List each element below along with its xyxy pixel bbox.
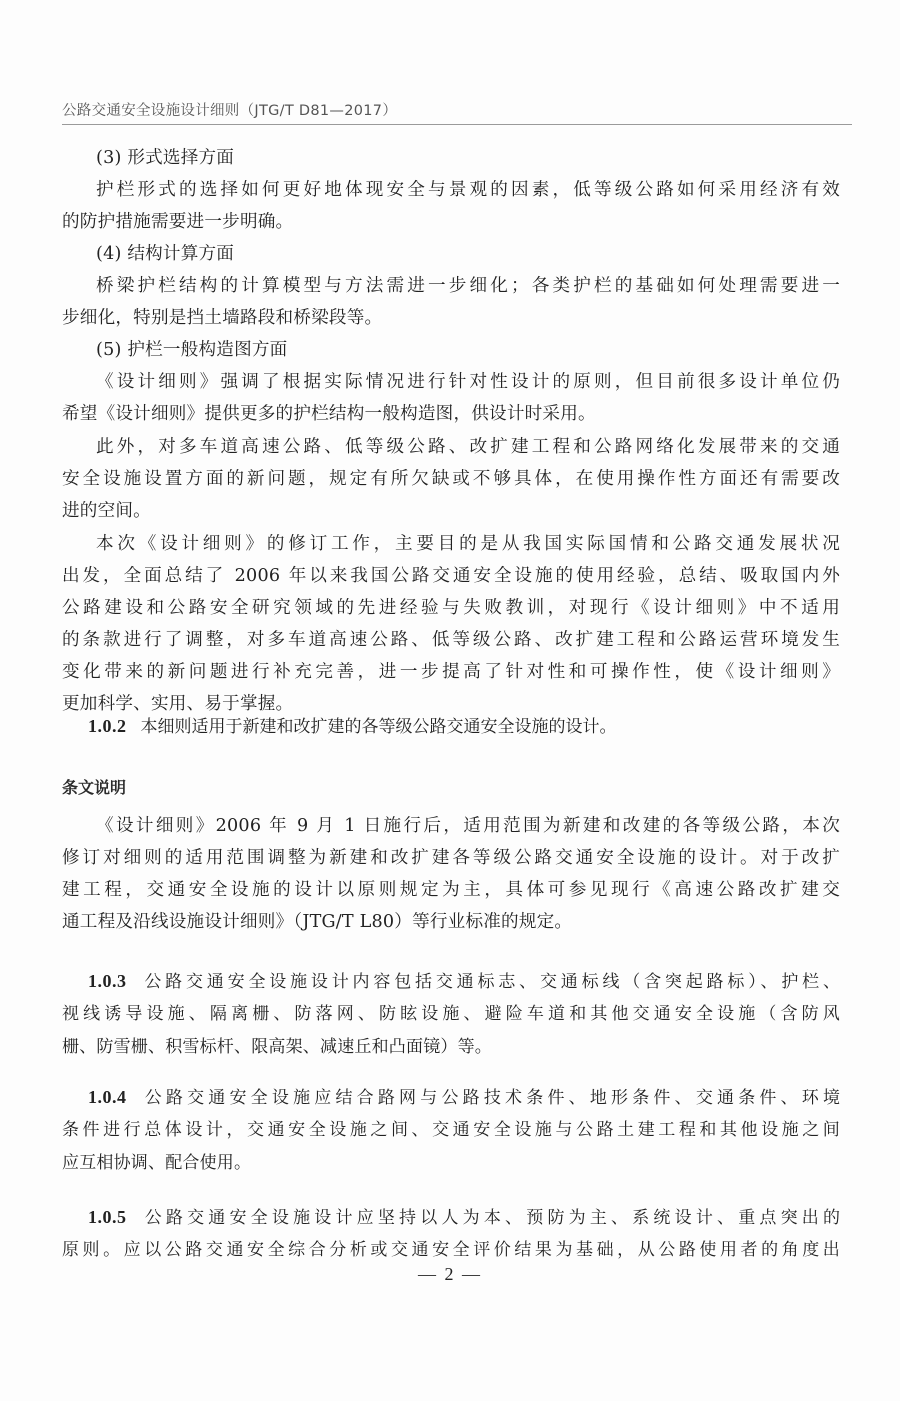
clause-text: 本细则适用于新建和改扩建的各等级公路交通安全设施的设计。 (140, 717, 617, 737)
paragraph-line: 修订对细则的适用范围调整为新建和改扩建各等级公路交通安全设施的设计。对于改扩 (62, 848, 840, 868)
paragraph-line: 视线诱导设施、隔离栅、防落网、防眩设施、避险车道和其他交通安全设施（含防风 (62, 1004, 840, 1024)
clause-text: 公路交通安全设施应结合路网与公路技术条件、地形条件、交通条件、环境 (140, 1088, 840, 1108)
paragraph-line: 桥梁护栏结构的计算模型与方法需进一步细化；各类护栏的基础如何处理需要进一 (96, 276, 840, 296)
paragraph-line: 希望《设计细则》提供更多的护栏结构一般构造图，供设计时采用。 (62, 404, 596, 424)
page-number: — 2 — (418, 1264, 482, 1284)
paragraph-line: 《设计细则》强调了根据实际情况进行针对性设计的原则，但目前很多设计单位仍 (96, 372, 840, 392)
paragraph-line: 的条款进行了调整，对多车道高速公路、低等级公路、改扩建工程和公路运营环境发生 (62, 630, 840, 650)
running-header: 公路交通安全设施设计细则（JTG/T D81—2017） (62, 103, 398, 119)
paragraph-line: 栅、防雪栅、积雪标杆、限高架、减速丘和凸面镜）等。 (62, 1037, 492, 1057)
paragraph-line: 公路建设和公路安全研究领域的先进经验与失败教训，对现行《设计细则》中不适用 (62, 598, 840, 618)
paragraph-line: 本次《设计细则》的修订工作，主要目的是从我国实际国情和公路交通发展状况 (96, 534, 840, 554)
paragraph-line: 条件进行总体设计，交通安全设施之间、交通安全设施与公路土建工程和其他设施之间 (62, 1120, 840, 1140)
clause-1-0-4 (88, 1083, 840, 1112)
explanation-label: 条文说明 (62, 778, 127, 797)
paragraph-line: 更加科学、实用、易于掌握。 (62, 694, 294, 714)
paragraph-line: 应互相协调、配合使用。 (62, 1153, 252, 1173)
paragraph-line: 此外，对多车道高速公路、低等级公路、改扩建工程和公路网络化发展带来的交通 (96, 437, 840, 457)
clause-number: 1.0.2 (88, 716, 127, 736)
clause-text: 公路交通安全设施设计内容包括交通标志、交通标线（含突起路标）、护栏、 (140, 972, 840, 992)
paragraph-line: 通工程及沿线设施设计细则》（JTG/T L80）等行业标准的规定。 (62, 912, 573, 932)
paragraph-line: 建工程，交通安全设施的设计以原则规定为主，具体可参见现行《高速公路改扩建交 (62, 880, 840, 900)
paragraph-line: 进的空间。 (62, 501, 151, 521)
item-heading: (3) 形式选择方面 (96, 148, 235, 168)
item-heading: (4) 结构计算方面 (96, 244, 235, 264)
paragraph-line: 变化带来的新问题进行补充完善，进一步提高了针对性和可操作性，使《设计细则》 (62, 662, 840, 682)
paragraph-line: 安全设施设置方面的新问题，规定有所欠缺或不够具体，在使用操作性方面还有需要改 (62, 469, 840, 489)
paragraph-line: 步细化，特别是挡土墙路段和桥梁段等。 (62, 308, 383, 328)
paragraph-line: 的防护措施需要进一步明确。 (62, 212, 294, 232)
paragraph-line: 护栏形式的选择如何更好地体现安全与景观的因素，低等级公路如何采用经济有效 (96, 180, 840, 200)
item-heading: (5) 护栏一般构造图方面 (96, 340, 288, 360)
clause-number: 1.0.4 (88, 1087, 127, 1107)
paragraph-line: 原则。应以公路交通安全综合分析或交通安全评价结果为基础，从公路使用者的角度出 (62, 1240, 840, 1260)
clause-number: 1.0.5 (88, 1207, 127, 1227)
clause-text: 公路交通安全设施设计应坚持以人为本、预防为主、系统设计、重点突出的 (140, 1208, 840, 1228)
clause-number: 1.0.3 (88, 971, 127, 991)
clause-1-0-5 (88, 1203, 840, 1232)
clause-1-0-2 (88, 712, 840, 741)
paragraph-line: 出发，全面总结了 2006 年以来我国公路交通安全设施的使用经验，总结、吸取国内外 (62, 566, 840, 586)
paragraph-line: 《设计细则》2006 年 9 月 1 日施行后，适用范围为新建和改建的各等级公路，本次 (96, 816, 840, 836)
header-divider (62, 124, 852, 125)
clause-1-0-3 (88, 967, 840, 996)
